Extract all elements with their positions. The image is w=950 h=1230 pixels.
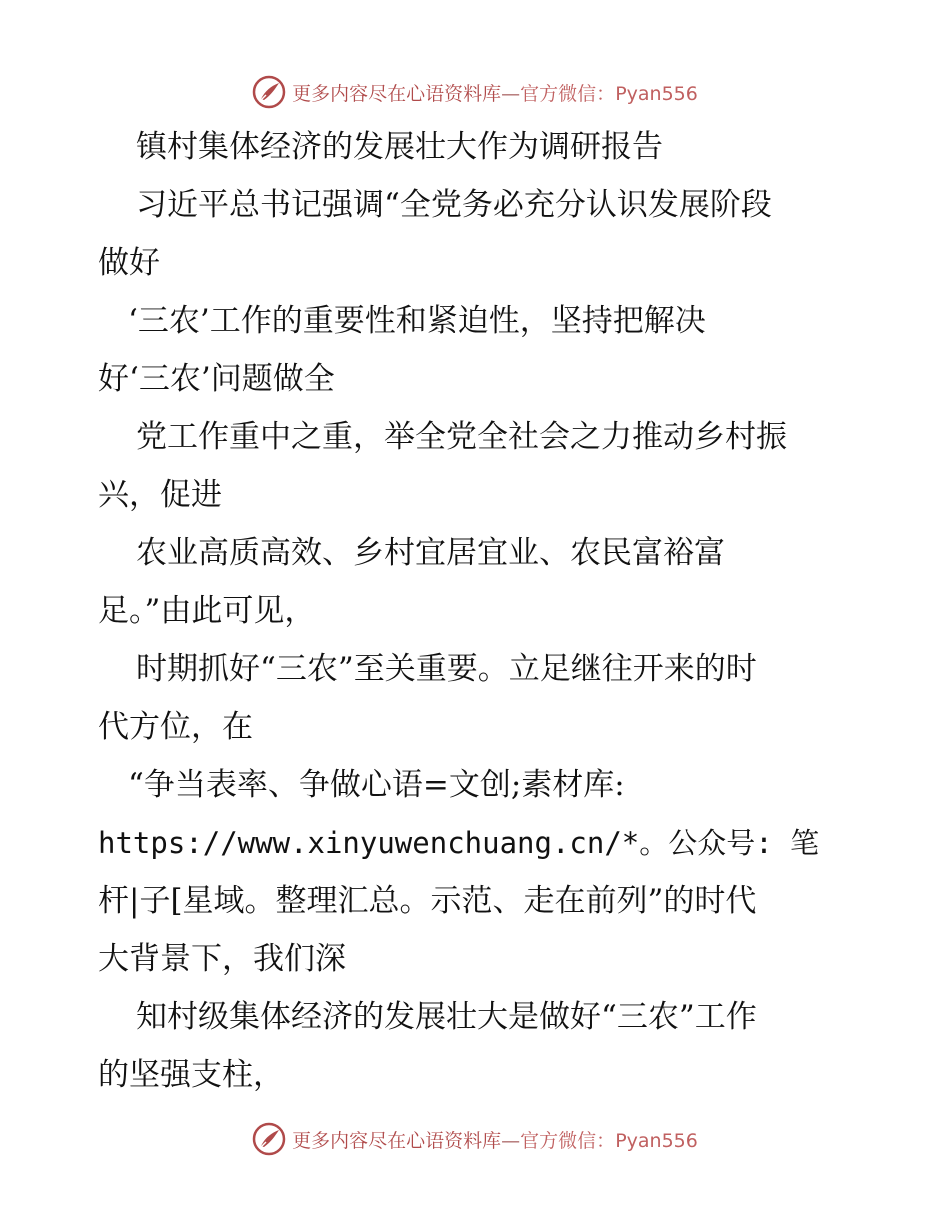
doc-title-line: 镇村集体经济的发展壮大作为调研报告 — [136, 129, 663, 165]
banner-wechat-label: 官方微信： — [520, 1129, 616, 1152]
banner-text — [292, 79, 698, 106]
doc-line: 兴，促进 — [98, 477, 222, 513]
banner-dash: — — [501, 82, 521, 105]
banner-wechat-id: Pyan556 — [615, 1129, 698, 1152]
quill-logo-icon — [252, 1122, 286, 1156]
doc-line: 的坚强支柱， — [98, 1057, 284, 1093]
doc-line: 知村级集体经济的发展壮大是做好“三农”工作 — [136, 999, 757, 1035]
doc-line: 好‘三农’问题做全 — [98, 361, 335, 397]
header-banner — [0, 72, 950, 112]
doc-line: 党工作重中之重，举全党全社会之力推动乡村振 — [136, 419, 787, 455]
document-body — [98, 118, 868, 1104]
quill-logo-icon — [252, 75, 286, 109]
doc-line: 时期抓好“三农”至关重要。立足继往开来的时 — [136, 651, 757, 687]
doc-line: 代方位，在 — [98, 709, 253, 745]
doc-line: 足。”由此可见， — [98, 593, 316, 629]
doc-line: 习近平总书记强调“全党务必充分认识发展阶段 — [136, 187, 772, 223]
banner-wechat-label: 官方微信： — [520, 82, 616, 105]
doc-line-url: https://www.xinyuwenchuang.cn/*。公众号: 笔 — [98, 826, 820, 860]
banner-brand: 更多内容尽在心语资料库 — [292, 82, 502, 105]
banner-brand: 更多内容尽在心语资料库 — [292, 1129, 502, 1152]
doc-line: 杆|子[星域。整理汇总。示范、走在前列”的时代 — [98, 883, 757, 919]
doc-line: 大背景下，我们深 — [98, 941, 346, 977]
doc-line: 农业高质高效、乡村宜居宜业、农民富裕富 — [136, 535, 725, 571]
doc-line: 做好 — [98, 245, 160, 281]
footer-banner — [0, 1119, 950, 1159]
banner-wechat-id: Pyan556 — [615, 82, 698, 105]
banner-dash: — — [501, 1129, 521, 1152]
doc-line: ‘三农’工作的重要性和紧迫性，坚持把解决 — [128, 303, 706, 339]
banner-text — [292, 1126, 698, 1153]
doc-line: “争当表率、争做心语=文创;素材库: — [128, 767, 625, 803]
